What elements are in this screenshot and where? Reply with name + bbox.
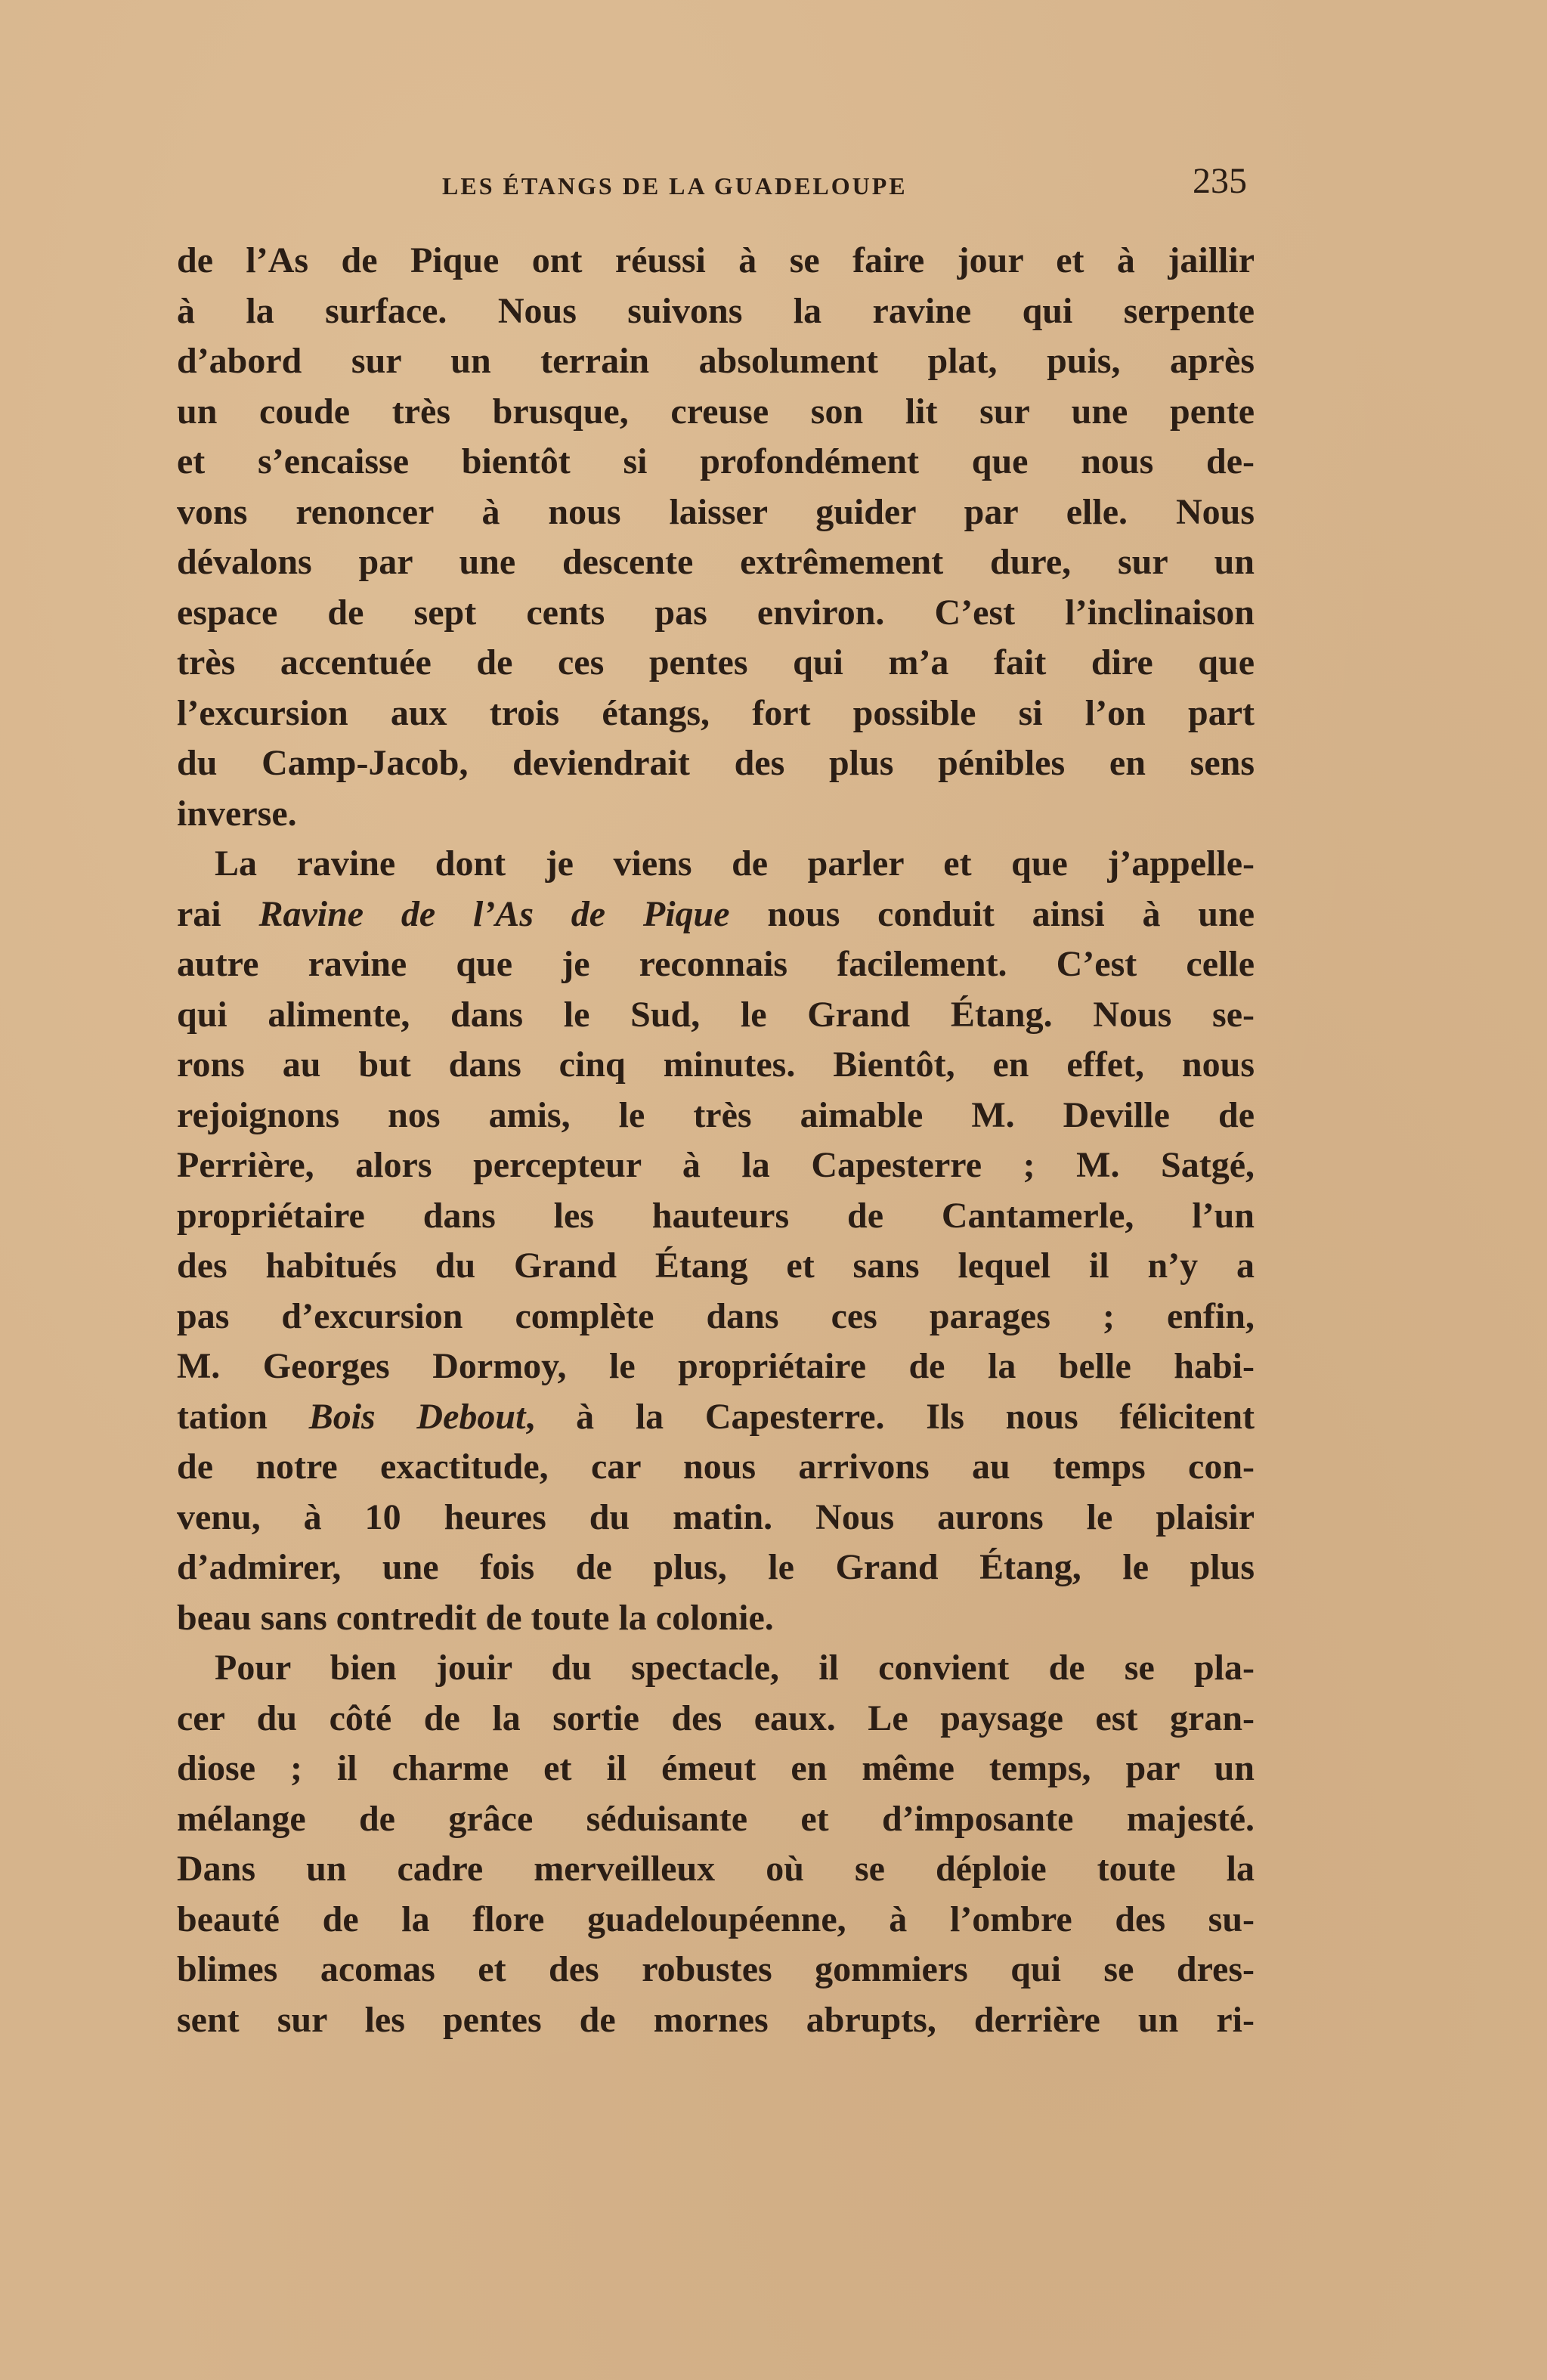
text-line: blimes acomas et des robustes gommiers qui se dres- (177, 1949, 1255, 1989)
text-line: de notre exactitude, car nous arrivons au temps con- (177, 1447, 1255, 1487)
text-line: autre ravine que je reconnais facilement. C’est celle (177, 944, 1255, 984)
body-text (177, 236, 1255, 2045)
text-line: tation Bois Debout, à la Capesterre. Ils nous félicitent (177, 1396, 1255, 1437)
text-line: de l’As de Pique ont réussi à se faire jour et à jaillir (177, 240, 1255, 280)
text-line: diose ; il charme et il émeut en même temps, par un (177, 1748, 1255, 1788)
page-number: 235 (1193, 161, 1247, 201)
text-line: rai Ravine de l’As de Pique nous conduit ainsi à une (177, 893, 1255, 934)
text-line: du Camp-Jacob, deviendrait des plus pénibles en sens (177, 743, 1255, 783)
text-line: beau sans contredit de toute la colonie. (177, 1597, 774, 1638)
text-line: dévalons par une descente extrêmement dure, sur un (177, 542, 1255, 582)
text-line: des habitués du Grand Étang et sans lequel il n’y a (177, 1246, 1255, 1286)
text-line: d’admirer, une fois de plus, le Grand Étang, le plus (177, 1547, 1255, 1587)
text-line: qui alimente, dans le Sud, le Grand Étang. Nous se- (177, 994, 1255, 1035)
italic-phrase: Ravine de l’As de Pique (258, 893, 730, 934)
text-line: et s’encaisse bientôt si profondément que nous de- (177, 441, 1255, 481)
text-line: sent sur les pentes de mornes abrupts, derrière un ri- (177, 1999, 1255, 2040)
text-line: La ravine dont je viens de parler et que j’appelle- (215, 843, 1255, 884)
text-line: à la surface. Nous suivons la ravine qui serpente (177, 290, 1255, 331)
text-line: venu, à 10 heures du matin. Nous aurons le plaisir (177, 1496, 1255, 1537)
text-line: mélange de grâce séduisante et d’imposante majesté. (177, 1798, 1255, 1839)
text-line: Dans un cadre merveilleux où se déploie toute la (177, 1849, 1255, 1889)
text-line: beauté de la flore guadeloupéenne, à l’ombre des su- (177, 1899, 1255, 1939)
text-line: très accentuée de ces pentes qui m’a fait dire que (177, 642, 1255, 682)
text-line: un coude très brusque, creuse son lit sur une pente (177, 391, 1255, 432)
running-title: LES ÉTANGS DE LA GUADELOUPE (442, 172, 908, 200)
italic-phrase: Bois Debout (308, 1396, 526, 1437)
text-line: l’excursion aux trois étangs, fort possible si l’on part (177, 692, 1255, 733)
text-line: propriétaire dans les hauteurs de Cantamerle, l’un (177, 1195, 1255, 1236)
text-line: rejoignons nos amis, le très aimable M. Deville de (177, 1094, 1255, 1135)
text-line: Perrière, alors percepteur à la Capesterre ; M. Satgé, (177, 1145, 1255, 1185)
text-line: d’abord sur un terrain absolument plat, puis, après (177, 341, 1255, 381)
text-line: inverse. (177, 793, 297, 834)
text-line: cer du côté de la sortie des eaux. Le paysage est gran- (177, 1698, 1255, 1738)
text-line: M. Georges Dormoy, le propriétaire de la belle habi- (177, 1346, 1255, 1386)
text-line: vons renoncer à nous laisser guider par elle. Nous (177, 491, 1255, 532)
text-line: Pour bien jouir du spectacle, il convient de se pla- (215, 1648, 1255, 1688)
text-line: rons au but dans cinq minutes. Bientôt, en effet, nous (177, 1045, 1255, 1085)
text-line: pas d’excursion complète dans ces parages ; enfin, (177, 1295, 1255, 1336)
text-line: espace de sept cents pas environ. C’est l’inclinaison (177, 592, 1255, 633)
